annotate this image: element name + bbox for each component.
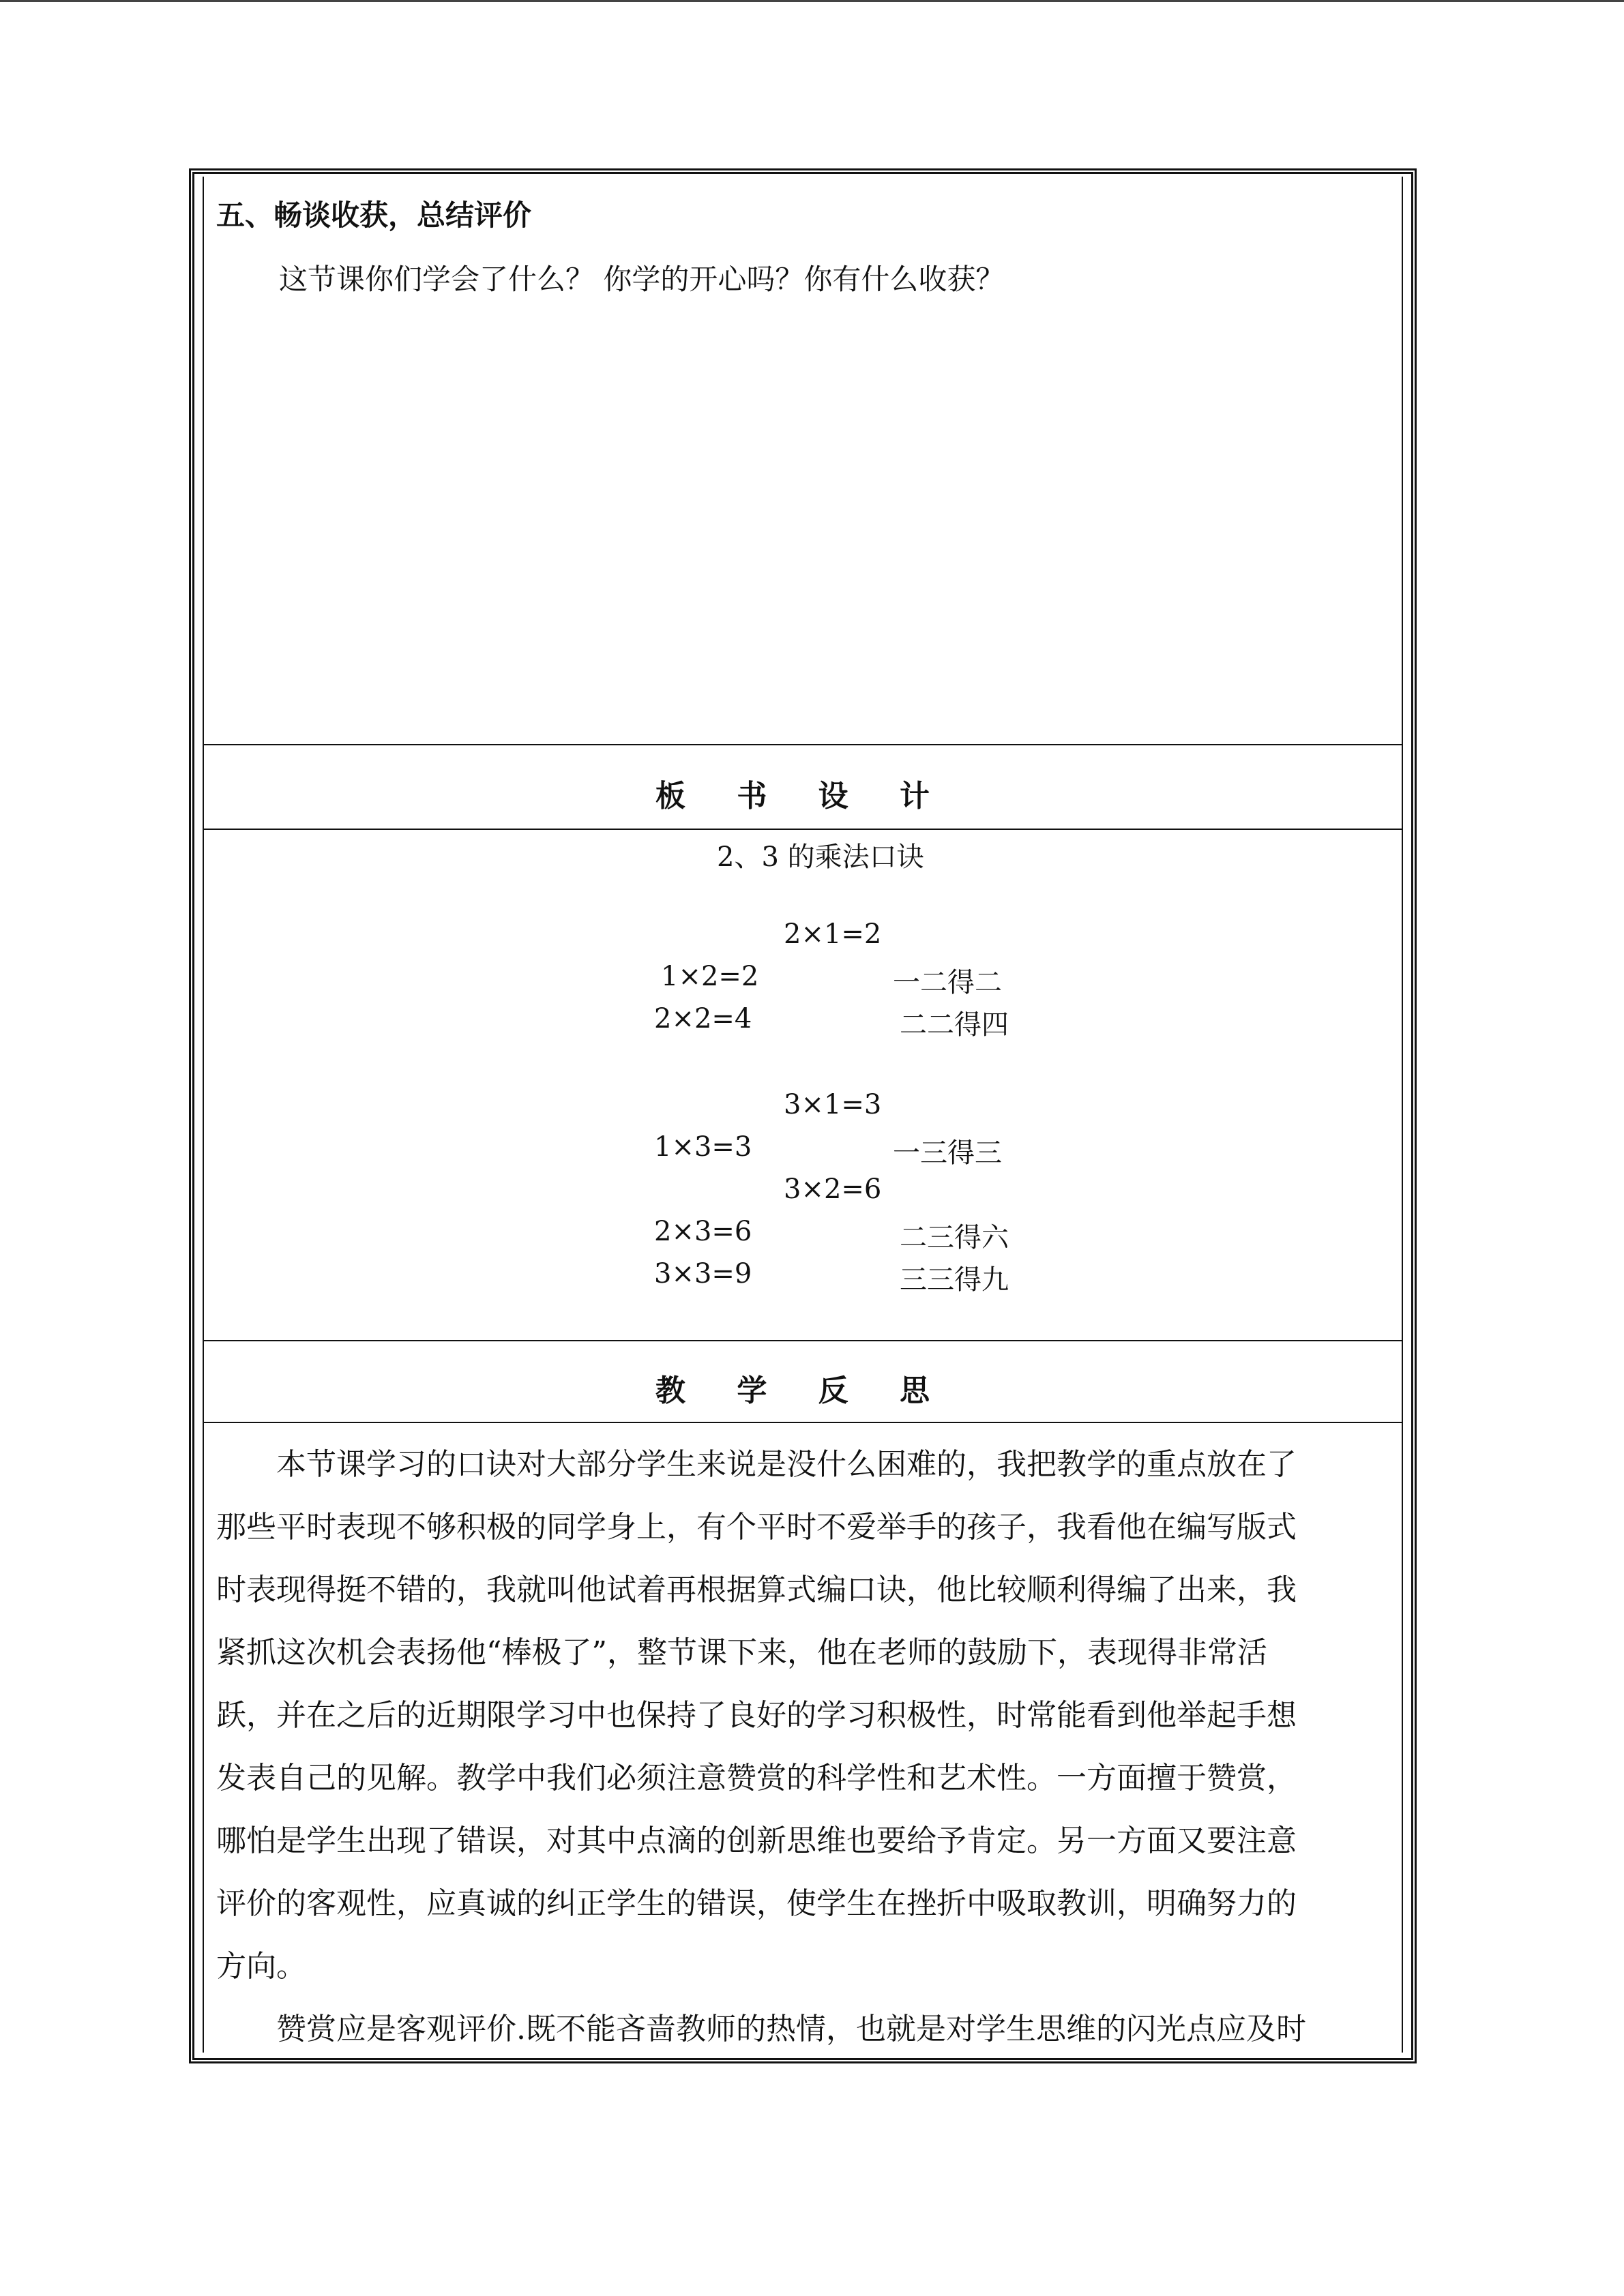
board-rhyme: 三三得九 — [900, 1264, 1009, 1296]
row-divider — [204, 1340, 1402, 1341]
reflection-line: 发表自己的见解。教学中我们必须注意赞赏的科学性和艺术性。一方面擅于赞赏， — [216, 1761, 1297, 1795]
section-question: 这节课你们学会了什么？ 你学的开心吗？你有什么收获？ — [279, 263, 1005, 296]
board-formula: 3×3=9 — [654, 1258, 752, 1289]
board-rhyme: 二二得四 — [900, 1009, 1009, 1041]
board-line: 3×2=6 — [784, 1174, 882, 1205]
reflection-line: 那些平时表现不够积极的同学身上，有个平时不爱举手的孩子，我看他在编写版式 — [216, 1510, 1297, 1545]
board-formula: 1×2=2 — [661, 961, 759, 992]
board-rhyme: 二三得六 — [900, 1222, 1009, 1253]
board-formula: 2×3=6 — [654, 1216, 752, 1247]
board-formula: 2×2=4 — [654, 1003, 752, 1034]
lesson-plan-table — [189, 168, 1417, 2063]
reflection-line: 赞赏应是客观评价.既不能吝啬教师的热情，也就是对学生思维的闪光点应及时 — [216, 2012, 1306, 2046]
row-divider — [204, 829, 1402, 830]
reflection-heading: 教 学 反 思 — [655, 1373, 950, 1408]
reflection-line: 哪怕是学生出现了错误，对其中点滴的创新思维也要给予肯定。另一方面又要注意 — [216, 1823, 1297, 1858]
page-top-border — [0, 0, 1624, 2]
table-inner — [203, 177, 1403, 2053]
board-line: 3×1=3 — [784, 1089, 882, 1120]
board-line: 2×1=2 — [784, 919, 882, 950]
reflection-line: 跃，并在之后的近期限学习中也保持了良好的学习积极性，时常能看到他举起手想 — [216, 1698, 1297, 1733]
board-subtitle: 2、3 的乘法口诀 — [717, 841, 924, 873]
section-title: 五、畅谈收获，总结评价 — [216, 198, 532, 232]
row-divider — [204, 1422, 1402, 1423]
board-rhyme: 一三得三 — [893, 1137, 1002, 1169]
reflection-line: 方向。 — [216, 1949, 306, 1984]
reflection-line: 时表现得挺不错的，我就叫他试着再根据算式编口诀，他比较顺利得编了出来，我 — [216, 1572, 1297, 1607]
row-divider — [204, 744, 1402, 745]
reflection-line: 评价的客观性，应真诚的纠正学生的错误，使学生在挫折中吸取教训，明确努力的 — [216, 1886, 1297, 1921]
board-design-heading: 板 书 设 计 — [655, 779, 950, 814]
reflection-line: 紧抓这次机会表扬他“棒极了”，整节课下来，他在老师的鼓励下，表现得非常活 — [216, 1635, 1267, 1670]
board-formula: 1×3=3 — [654, 1131, 752, 1163]
board-rhyme: 一二得二 — [893, 967, 1002, 998]
reflection-line: 本节课学习的口诀对大部分学生来说是没什么困难的，我把教学的重点放在了 — [216, 1447, 1297, 1482]
